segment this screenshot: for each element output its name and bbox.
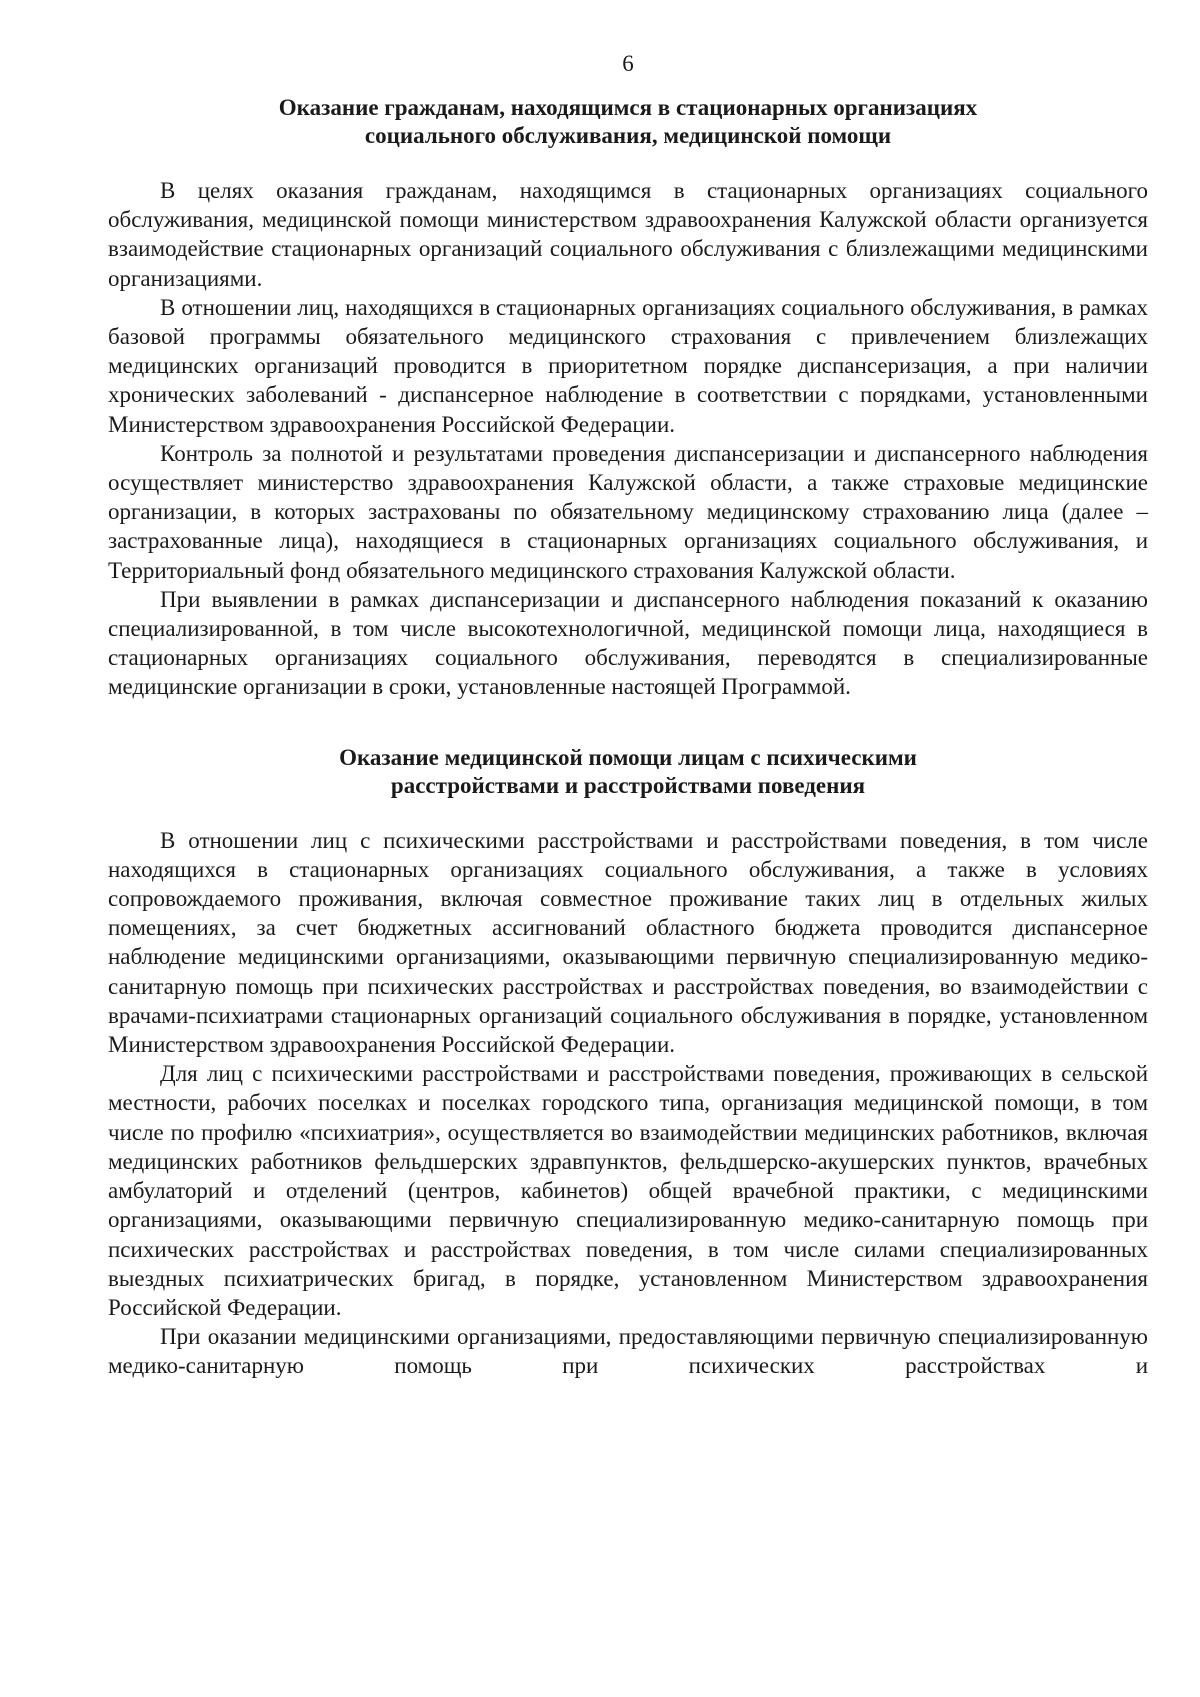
heading-line: расстройствами и расстройствами поведения (390, 772, 866, 798)
paragraph: В отношении лиц, находящихся в стационарных организациях социального обслуживания, в рамках базовой программы обязательного медицинского страхования с привлечением близлежащих медицинских организаций проводится в приоритетном порядке диспансеризация, а при наличии хронических заболеваний - диспансерное наблюдение в соответствии с порядками, установленными Министерством здравоохранения Российской Федерации. (108, 294, 1148, 437)
heading-line: Оказание медицинской помощи лицам с психическими (339, 744, 917, 770)
paragraph: В отношении лиц с психическими расстройствами и расстройствами поведения, в том числе находящихся в стационарных организациях социального обслуживания, а также в условиях сопровождаемого проживания, включая совместное проживание таких лиц в отдельных жилых помещениях, за счет бюджетных ассигнований областного бюджета проводится диспансерное наблюдение медицинскими организациями, оказывающими первичную специализированную медико-санитарную помощь при психических расстройствах и расстройствах поведения, во взаимодействии с врачами-психиатрами стационарных организаций социального обслуживания в порядке, установленном Министерством здравоохранения Российской Федерации. (108, 827, 1148, 1058)
page-number: 6 (622, 51, 634, 76)
paragraph: Контроль за полнотой и результатами проведения диспансеризации и диспансерного наблюдения осуществляет министерство здравоохранения Калужской области, а также страховые медицинские организации, в которых застрахованы по обязательному медицинскому страхованию лица (далее – застрахованные лица), находящиеся в стационарных организациях социального обслуживания, и Территориальный фонд обязательного медицинского страхования Калужской области. (108, 440, 1148, 583)
paragraph: При выявлении в рамках диспансеризации и диспансерного наблюдения показаний к оказанию специализированной, в том числе высокотехнологичной, медицинской помощи лица, находящиеся в стационарных организациях социального обслуживания, переводятся в специализированные медицинские организации в сроки, установленные настоящей Программой. (108, 586, 1148, 700)
paragraph: В целях оказания гражданам, находящимся в стационарных организациях социального обслуживания, медицинской помощи министерством здравоохранения Калужской области организуется взаимодействие стационарных организаций социального обслуживания с близлежащими медицинскими организациями. (108, 178, 1148, 291)
document-page (108, 50, 1148, 1381)
paragraph: Для лиц с психическими расстройствами и расстройствами поведения, проживающих в сельской местности, рабочих поселках и поселках городского типа, организация медицинской помощи, в том числе по профилю «психиатрия», осуществляется во взаимодействии медицинских работников, включая медицинских работников фельдшерских здравпунктов, фельдшерско-акушерских пунктов, врачебных амбулаторий и отделений (центров, кабинетов) общей врачебной практики, с медицинскими организациями, оказывающими первичную специализированную медико-санитарную помощь при психических расстройствах и расстройствах поведения, в том числе силами специализированных выездных психиатрических бригад, в порядке, установленном Министерством здравоохранения Российской Федерации. (108, 1061, 1148, 1320)
heading-line: социального обслуживания, медицинской помощи (364, 123, 892, 148)
paragraph: При оказании медицинскими организациями, предоставляющими первичную специализированную медико-санитарную помощь при психических расстройствах и (108, 1324, 1148, 1379)
section-heading-social-services (108, 94, 1148, 150)
section-heading-mental-disorders (108, 744, 1148, 800)
heading-line: Оказание гражданам, находящимся в стационарных организациях (278, 95, 978, 120)
